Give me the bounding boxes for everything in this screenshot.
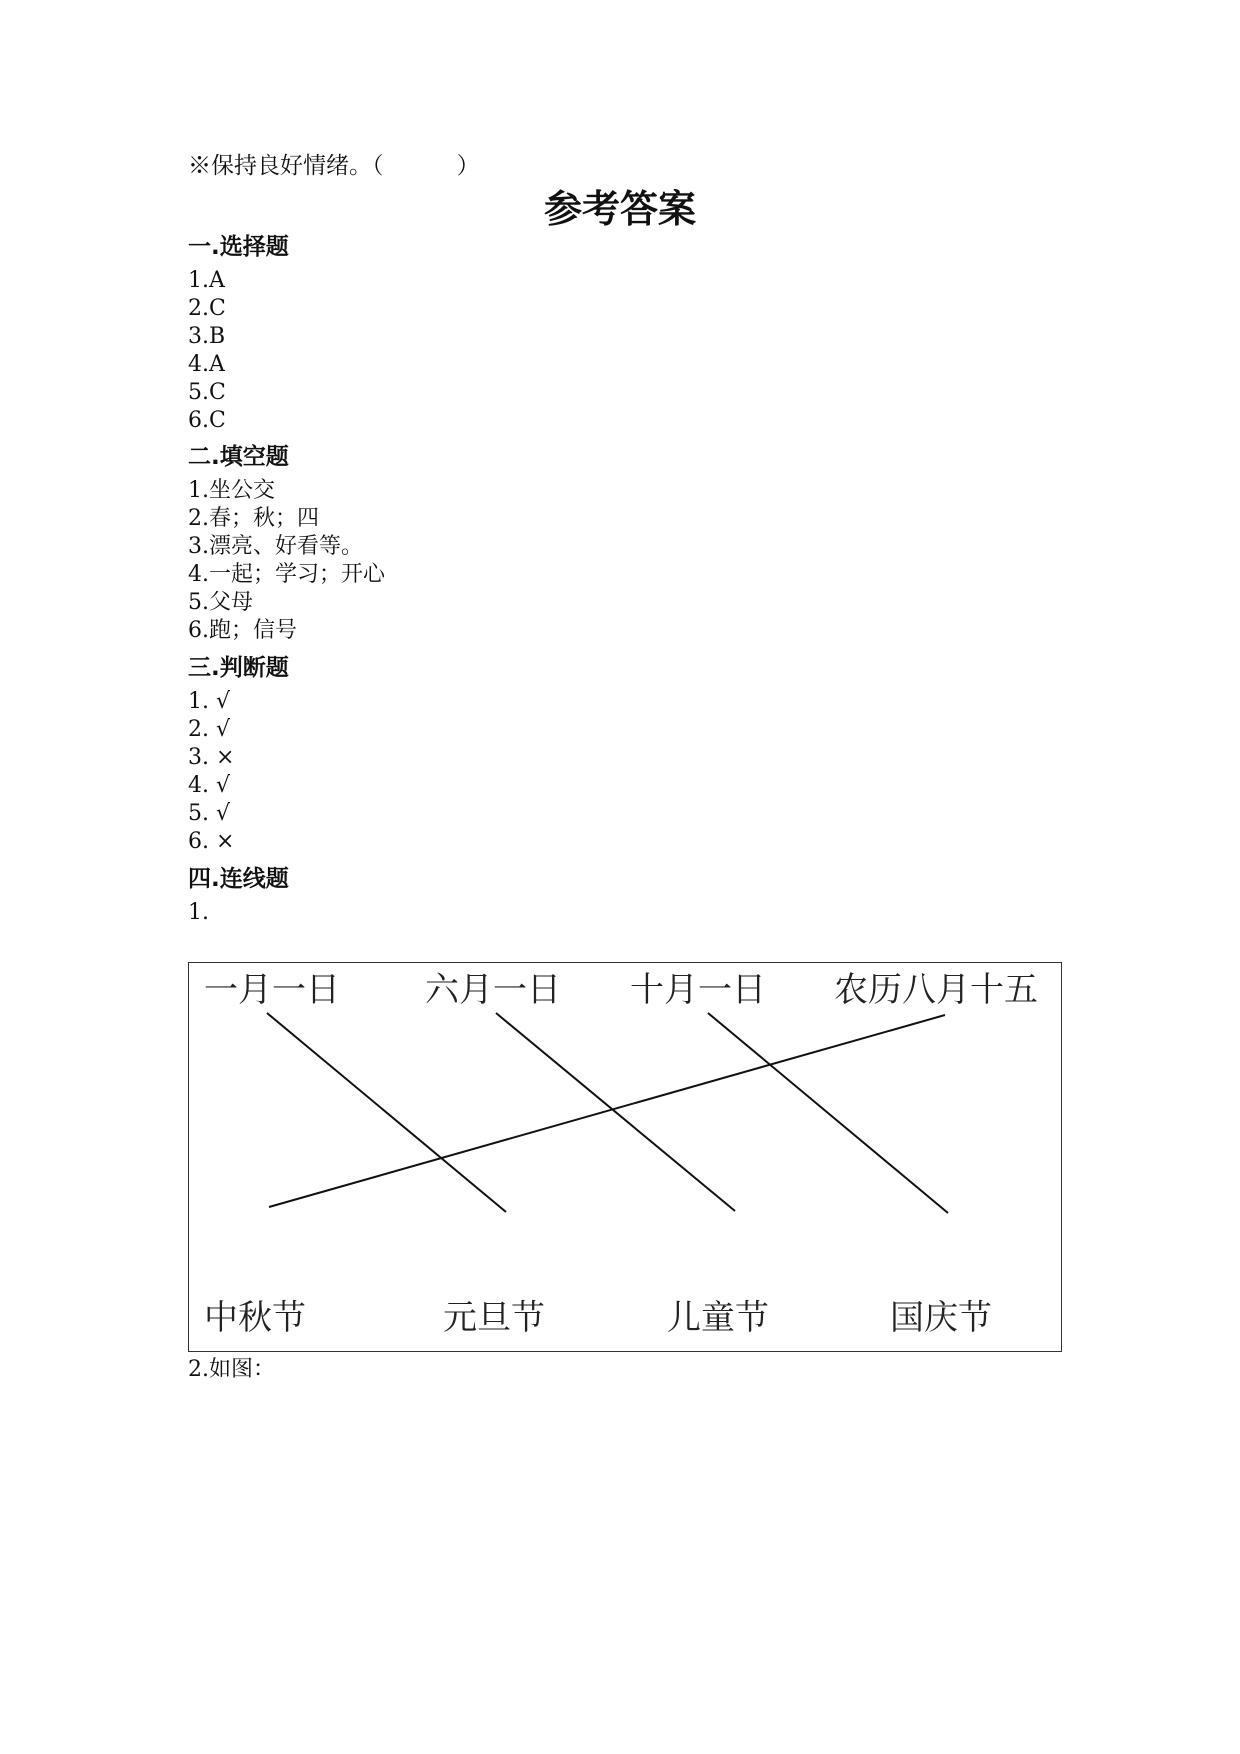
- section-heading-choice: 一.选择题: [188, 234, 289, 260]
- answer-item: 5. √: [188, 801, 231, 826]
- bottom-label-mid-autumn: 中秋节: [204, 1298, 306, 1338]
- answer-item: 6. ×: [188, 829, 235, 854]
- matching-figure: [188, 962, 1062, 1352]
- section-heading-match: 四.连线题: [188, 866, 289, 892]
- answer-item: 1.坐公交: [188, 478, 275, 503]
- answer-item: 1.: [188, 900, 209, 925]
- section-heading-judge: 三.判断题: [188, 655, 289, 681]
- answer-item: 6.跑；信号: [188, 618, 297, 643]
- answer-item: 6.C: [188, 408, 226, 433]
- answer-item: 4. √: [188, 773, 231, 798]
- answer-item: 3.漂亮、好看等。: [188, 534, 363, 559]
- answer-item: 5.父母: [188, 590, 253, 615]
- answer-item: 3. ×: [188, 745, 235, 770]
- answer-item: 5.C: [188, 380, 226, 405]
- answer-item: 2. √: [188, 717, 231, 742]
- answer-item-figure: 2.如图：: [188, 1357, 275, 1382]
- intro-line: ※保持良好情绪。（ ）: [188, 153, 480, 179]
- answer-item: 4.一起；学习；开心: [188, 562, 385, 587]
- connection-line: [267, 1013, 506, 1212]
- answer-item: 3.B: [188, 324, 226, 349]
- answer-item: 2.C: [188, 296, 226, 321]
- connection-line: [496, 1013, 735, 1211]
- section-heading-fill: 二.填空题: [188, 444, 289, 470]
- page-title: 参考答案: [543, 187, 696, 231]
- connection-line: [269, 1015, 945, 1207]
- answer-item: 2.春；秋；四: [188, 506, 319, 531]
- top-label-lunar-aug15: 农历八月十五: [834, 970, 1038, 1010]
- answer-item: 1.A: [188, 268, 225, 293]
- bottom-label-new-year: 元旦节: [443, 1298, 545, 1338]
- matching-figure-svg: [189, 963, 1063, 1353]
- bottom-label-childrens-day: 儿童节: [667, 1298, 769, 1338]
- top-label-oct1: 十月一日: [630, 970, 766, 1010]
- answer-item: 1. √: [188, 689, 231, 714]
- connection-line: [708, 1013, 948, 1213]
- answer-item: 4.A: [188, 352, 225, 377]
- top-label-jan1: 一月一日: [204, 970, 340, 1010]
- bottom-label-national-day: 国庆节: [890, 1298, 992, 1338]
- top-label-jun1: 六月一日: [425, 970, 561, 1010]
- connection-lines: [267, 1013, 948, 1213]
